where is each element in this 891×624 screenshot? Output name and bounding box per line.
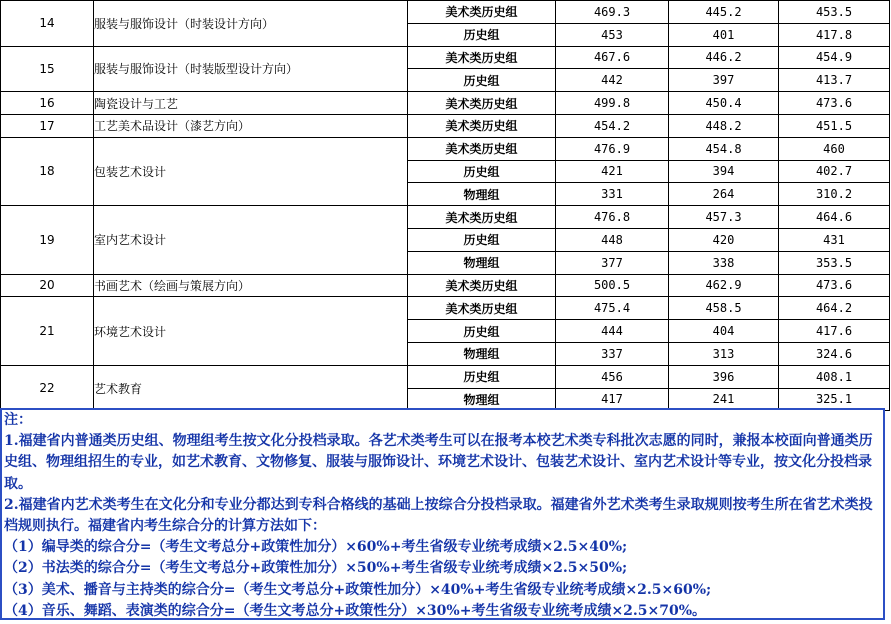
group-label: 物理组 bbox=[408, 342, 556, 365]
table-row bbox=[1, 46, 890, 69]
row-number: 18 bbox=[1, 137, 94, 205]
group-label: 美术类历史组 bbox=[408, 206, 556, 229]
score-min: 462.9 bbox=[669, 274, 779, 297]
score-min: 446.2 bbox=[669, 46, 779, 69]
table-row bbox=[1, 92, 890, 115]
score-avg: 464.6 bbox=[779, 206, 890, 229]
score-avg: 402.7 bbox=[779, 160, 890, 183]
score-min: 450.4 bbox=[669, 92, 779, 115]
group-label: 历史组 bbox=[408, 320, 556, 343]
major-name: 书画艺术（绘画与策展方向） bbox=[94, 274, 408, 297]
score-avg: 473.6 bbox=[779, 92, 890, 115]
score-avg: 417.6 bbox=[779, 320, 890, 343]
score-avg: 325.1 bbox=[779, 388, 890, 411]
score-max: 377 bbox=[556, 251, 669, 274]
score-min: 401 bbox=[669, 23, 779, 46]
table-row bbox=[1, 206, 890, 229]
note-1: 1.福建省内普通类历史组、物理组考生按文化分投档录取。各艺术类考生可以在报考本校艺术类专科批次志愿的同时，兼报本校面向普通类历史组、物理组招生的专业，如艺术教育、文物修复、服装与服饰设计、环境艺术设计、包装艺术设计、室内艺术设计等专业，按文化分投档录取。 bbox=[4, 433, 873, 492]
score-avg: 408.1 bbox=[779, 365, 890, 388]
score-max: 476.9 bbox=[556, 137, 669, 160]
major-name: 包装艺术设计 bbox=[94, 137, 408, 205]
score-min: 397 bbox=[669, 69, 779, 92]
score-min: 445.2 bbox=[669, 1, 779, 24]
major-name: 室内艺术设计 bbox=[94, 206, 408, 274]
group-label: 美术类历史组 bbox=[408, 92, 556, 115]
formula-2: （2）书法类的综合分=（考生文考总分+政策性加分）×50%+考生省级专业统考成绩×2.5×50%; bbox=[4, 560, 628, 577]
row-number: 20 bbox=[1, 274, 94, 297]
score-max: 331 bbox=[556, 183, 669, 206]
group-label: 物理组 bbox=[408, 251, 556, 274]
score-max: 469.3 bbox=[556, 1, 669, 24]
group-label: 美术类历史组 bbox=[408, 46, 556, 69]
score-min: 458.5 bbox=[669, 297, 779, 320]
score-avg: 473.6 bbox=[779, 274, 890, 297]
group-label: 美术类历史组 bbox=[408, 137, 556, 160]
group-label: 物理组 bbox=[408, 388, 556, 411]
score-max: 337 bbox=[556, 342, 669, 365]
score-min: 394 bbox=[669, 160, 779, 183]
score-max: 448 bbox=[556, 228, 669, 251]
note-2: 2.福建省内艺术类考生在文化分和专业分都达到专科合格线的基础上按综合分投档录取。福建省外艺术类考生录取规则按考生所在省艺术类投档规则执行。福建省内考生综合分的计算方法如下： bbox=[4, 496, 873, 535]
score-max: 456 bbox=[556, 365, 669, 388]
score-avg: 453.5 bbox=[779, 1, 890, 24]
notes-box bbox=[0, 408, 885, 620]
row-number: 21 bbox=[1, 297, 94, 365]
score-avg: 460 bbox=[779, 137, 890, 160]
row-number: 22 bbox=[1, 365, 94, 411]
group-label: 物理组 bbox=[408, 183, 556, 206]
score-max: 417 bbox=[556, 388, 669, 411]
score-min: 404 bbox=[669, 320, 779, 343]
score-min: 420 bbox=[669, 228, 779, 251]
group-label: 历史组 bbox=[408, 23, 556, 46]
group-label: 历史组 bbox=[408, 228, 556, 251]
group-label: 历史组 bbox=[408, 365, 556, 388]
row-number: 17 bbox=[1, 114, 94, 137]
score-min: 264 bbox=[669, 183, 779, 206]
score-avg: 417.8 bbox=[779, 23, 890, 46]
score-max: 421 bbox=[556, 160, 669, 183]
formula-3: （3）美术、播音与主持类的综合分=（考生文考总分+政策性加分）×40%+考生省级专业统考成绩×2.5×60%; bbox=[4, 581, 712, 598]
score-avg: 324.6 bbox=[779, 342, 890, 365]
major-name: 艺术教育 bbox=[94, 365, 408, 411]
score-avg: 454.9 bbox=[779, 46, 890, 69]
row-number: 14 bbox=[1, 1, 94, 47]
score-max: 475.4 bbox=[556, 297, 669, 320]
group-label: 历史组 bbox=[408, 69, 556, 92]
score-avg: 310.2 bbox=[779, 183, 890, 206]
score-min: 454.8 bbox=[669, 137, 779, 160]
group-label: 美术类历史组 bbox=[408, 1, 556, 24]
table-row bbox=[1, 297, 890, 320]
score-avg: 431 bbox=[779, 228, 890, 251]
score-avg: 413.7 bbox=[779, 69, 890, 92]
score-min: 313 bbox=[669, 342, 779, 365]
major-name: 工艺美术品设计（漆艺方向） bbox=[94, 114, 408, 137]
row-number: 16 bbox=[1, 92, 94, 115]
score-min: 338 bbox=[669, 251, 779, 274]
score-max: 499.8 bbox=[556, 92, 669, 115]
formula-1: （1）编导类的综合分=（考生文考总分+政策性加分）×60%+考生省级专业统考成绩×2.5×40%; bbox=[4, 539, 628, 556]
major-name: 环境艺术设计 bbox=[94, 297, 408, 365]
row-number: 19 bbox=[1, 206, 94, 274]
score-max: 442 bbox=[556, 69, 669, 92]
row-number: 15 bbox=[1, 46, 94, 92]
score-max: 453 bbox=[556, 23, 669, 46]
major-name: 陶瓷设计与工艺 bbox=[94, 92, 408, 115]
group-label: 历史组 bbox=[408, 160, 556, 183]
score-min: 448.2 bbox=[669, 114, 779, 137]
score-max: 454.2 bbox=[556, 114, 669, 137]
notes-title: 注： bbox=[4, 412, 32, 428]
group-label: 美术类历史组 bbox=[408, 114, 556, 137]
score-avg: 353.5 bbox=[779, 251, 890, 274]
major-name: 服装与服饰设计（时装版型设计方向） bbox=[94, 46, 408, 92]
table-row bbox=[1, 1, 890, 24]
score-max: 467.6 bbox=[556, 46, 669, 69]
formula-4: （4）音乐、舞蹈、表演类的综合分=（考生文考总分+政策性分）×30%+考生省级专业统考成绩×2.5×70%。 bbox=[4, 602, 707, 619]
score-table-body bbox=[1, 1, 890, 411]
score-max: 476.8 bbox=[556, 206, 669, 229]
score-avg: 464.2 bbox=[779, 297, 890, 320]
group-label: 美术类历史组 bbox=[408, 274, 556, 297]
major-name: 服装与服饰设计（时装设计方向） bbox=[94, 1, 408, 47]
table-row bbox=[1, 137, 890, 160]
score-min: 457.3 bbox=[669, 206, 779, 229]
score-max: 500.5 bbox=[556, 274, 669, 297]
table-row bbox=[1, 114, 890, 137]
group-label: 美术类历史组 bbox=[408, 297, 556, 320]
score-min: 241 bbox=[669, 388, 779, 411]
table-row bbox=[1, 274, 890, 297]
table-row bbox=[1, 365, 890, 388]
score-max: 444 bbox=[556, 320, 669, 343]
score-min: 396 bbox=[669, 365, 779, 388]
score-avg: 451.5 bbox=[779, 114, 890, 137]
